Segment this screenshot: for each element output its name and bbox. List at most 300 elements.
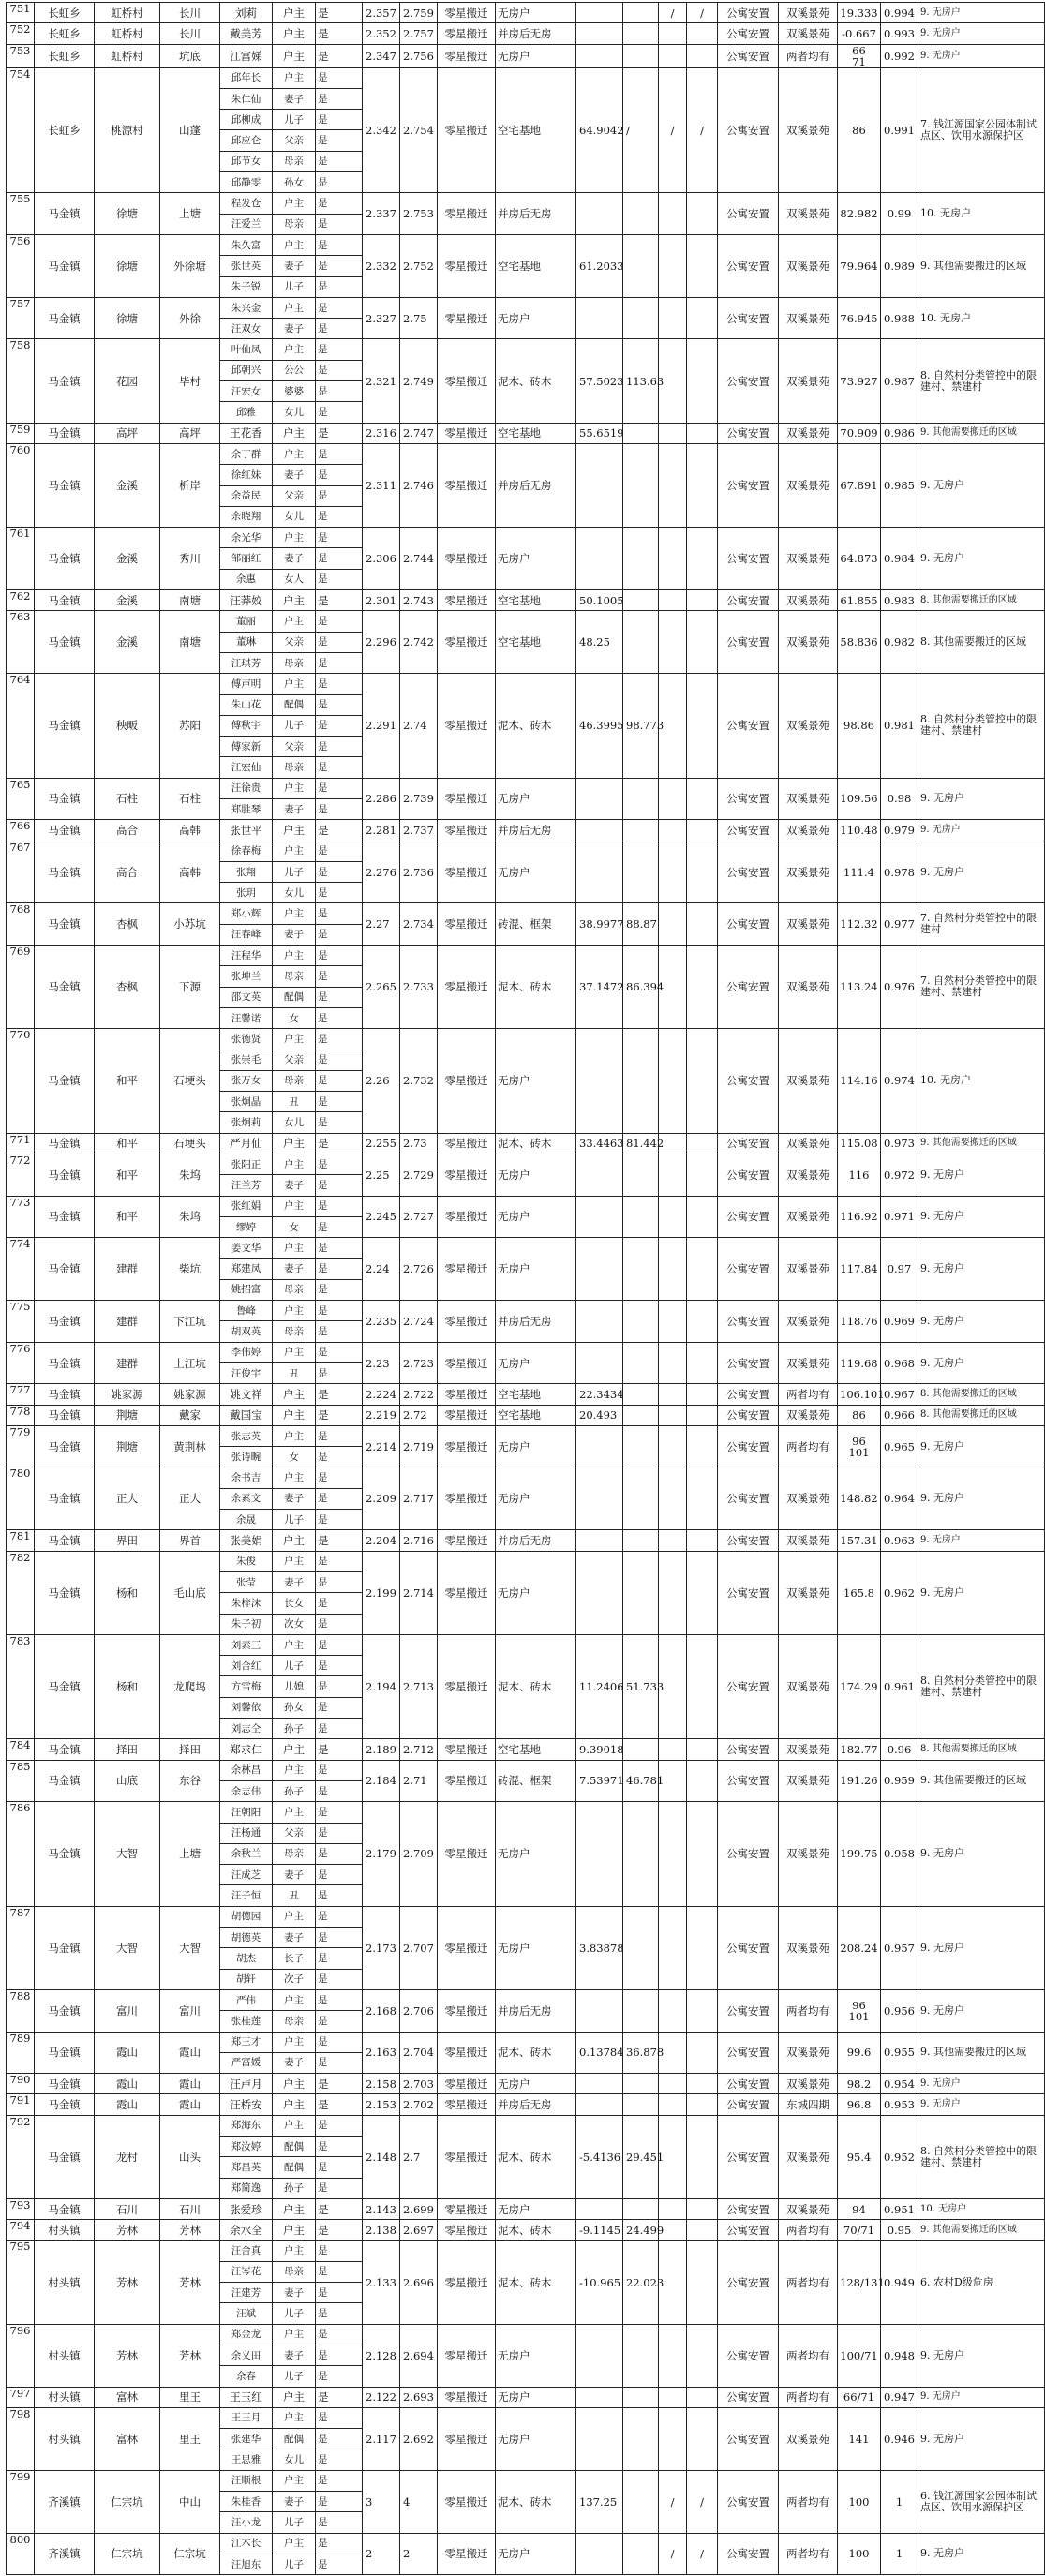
unit-size-cell: 86 [838,1405,881,1425]
slash-2-cell [687,443,718,527]
group-cell: 高韩 [160,841,220,903]
settlement-site-cell: 双溪景苑 [779,2032,838,2074]
group-cell: 外徐塘 [160,234,220,297]
slash-1-cell [659,1551,687,1634]
member-flag-cell: 是 [316,2324,363,2345]
member-relation-cell: 户主 [273,1634,316,1655]
coefficient-cell: 0.961 [881,1634,918,1738]
coefficient-cell: 0.957 [881,1906,918,1989]
member-name-cell: 邱节女 [220,151,273,171]
member-relation-cell: 次女 [273,1614,316,1634]
member-relation-cell: 母亲 [273,1321,316,1342]
town-cell: 马金镇 [35,1530,95,1551]
member-flag-cell: 是 [316,1989,363,2010]
area-1-cell [576,2387,623,2407]
slash-1-cell [659,1238,687,1301]
area-1-cell [576,2324,623,2387]
member-relation-cell: 孙女 [273,1697,316,1718]
member-flag-cell: 是 [316,1488,363,1509]
area-1-cell [576,1342,623,1384]
group-cell: 东谷 [160,1760,220,1802]
area-2-cell [623,841,659,903]
property-type-cell: 泥木、砖木 [496,2241,576,2324]
member-name-cell: 姚文祥 [220,1384,273,1405]
member-relation-cell: 丑 [273,1363,316,1384]
village-cell: 虹桥村 [95,44,160,67]
member-relation-cell: 户主 [273,1467,316,1488]
member-flag-cell: 是 [316,1447,363,1467]
member-relation-cell: 户主 [273,1551,316,1571]
slash-2-cell: / [687,2533,718,2575]
unit-size-cell: 157.31 [838,1530,881,1551]
member-flag-cell: 是 [316,1092,363,1112]
member-name-cell: 汪兰芳 [220,1175,273,1196]
member-name-cell: 朱久富 [220,234,273,255]
member-relation-cell: 户主 [273,44,316,67]
member-name-cell: 刘莉 [220,3,273,23]
member-flag-cell: 是 [316,2533,363,2554]
member-flag-cell: 是 [316,1029,363,1050]
member-name-cell: 邱柳成 [220,110,273,130]
record-number: 766 [7,820,35,841]
area-2-cell [623,234,659,297]
member-flag-cell: 是 [316,1969,363,1989]
member-flag-cell: 是 [316,256,363,276]
area-2-cell [623,1029,659,1133]
member-relation-cell: 妻子 [273,1488,316,1509]
record-number: 773 [7,1196,35,1238]
score-b-cell: 2.717 [400,1467,438,1530]
slash-2-cell [687,1029,718,1133]
town-cell: 马金镇 [35,946,95,1029]
area-1-cell: 37.1472 [576,946,623,1029]
village-cell: 和平 [95,1133,160,1154]
relocation-type-cell: 零星搬迁 [438,1342,496,1384]
area-2-cell: 81.442 [623,1133,659,1154]
town-cell: 马金镇 [35,423,95,443]
property-type-cell: 泥木、砖木 [496,339,576,423]
table-row [7,1029,1045,1050]
member-relation-cell: 户主 [273,820,316,841]
score-a-cell: 2.148 [363,2115,400,2198]
group-cell: 姚家源 [160,1384,220,1405]
settlement-type-cell: 公寓安置 [718,67,779,193]
reason-note-cell: 8. 其他需要搬迁的区域 [918,590,1045,611]
record-number: 763 [7,611,35,674]
record-number: 776 [7,1342,35,1384]
coefficient-cell: 0.965 [881,1425,918,1467]
property-type-cell: 无房户 [496,44,576,67]
member-relation-cell: 户主 [273,3,316,23]
settlement-type-cell: 公寓安置 [718,193,779,235]
relocation-type-cell: 零星搬迁 [438,1802,496,1906]
slash-2-cell [687,1530,718,1551]
record-number: 754 [7,67,35,193]
settlement-site-cell: 双溪景苑 [779,1906,838,1989]
coefficient-cell: 0.987 [881,339,918,423]
reason-note-cell: 8. 自然村分类管控中的限建村、禁建村 [918,339,1045,423]
score-b-cell: 2.699 [400,2198,438,2219]
table-row [7,193,1045,214]
member-flag-cell: 是 [316,2429,363,2449]
village-cell: 建群 [95,1238,160,1301]
settlement-site-cell: 双溪景苑 [779,339,838,423]
unit-size-cell: 58.836 [838,611,881,674]
table-row [7,2241,1045,2261]
property-type-cell: 空宅基地 [496,590,576,611]
property-type-cell: 砖混、框架 [496,1760,576,1802]
settlement-type-cell: 公寓安置 [718,841,779,903]
village-cell: 芳林 [95,2220,160,2241]
settlement-site-cell: 双溪景苑 [779,611,838,674]
village-cell: 杏枫 [95,946,160,1029]
reason-note-cell: 9. 其他需要搬迁的区域 [918,1133,1045,1154]
member-relation-cell: 儿子 [273,2512,316,2533]
property-type-cell: 无房户 [496,2407,576,2470]
slash-1-cell [659,234,687,297]
relocation-type-cell: 零星搬迁 [438,820,496,841]
reason-note-cell: 9. 无房户 [918,1467,1045,1530]
score-a-cell: 2.173 [363,1906,400,1989]
reason-note-cell: 9. 无房户 [918,1906,1045,1989]
property-type-cell: 无房户 [496,1906,576,1989]
relocation-type-cell: 零星搬迁 [438,1238,496,1301]
property-type-cell: 空宅基地 [496,611,576,674]
member-name-cell: 郑海东 [220,2115,273,2136]
unit-size-cell: 61.855 [838,590,881,611]
member-relation-cell: 妻子 [273,1928,316,1948]
settlement-type-cell: 公寓安置 [718,3,779,23]
settlement-site-cell: 双溪景苑 [779,1802,838,1906]
settlement-site-cell: 双溪景苑 [779,820,838,841]
member-flag-cell: 是 [316,715,363,736]
member-relation-cell: 妻子 [273,798,316,819]
settlement-site-cell: 双溪景苑 [779,1739,838,1760]
area-1-cell: 50.1005 [576,590,623,611]
relocation-type-cell: 零星搬迁 [438,2324,496,2387]
settlement-site-cell: 两者均有 [779,2324,838,2387]
score-a-cell: 2.25 [363,1154,400,1197]
member-flag-cell: 是 [316,528,363,548]
property-type-cell: 并房后无房 [496,2094,576,2115]
settlement-type-cell: 公寓安置 [718,1342,779,1384]
member-relation-cell: 女儿 [273,883,316,903]
town-cell: 马金镇 [35,2115,95,2198]
member-name-cell: 汪双女 [220,319,273,339]
group-cell: 苏阳 [160,674,220,778]
member-flag-cell: 是 [316,798,363,819]
village-cell: 霞山 [95,2074,160,2094]
property-type-cell: 无房户 [496,841,576,903]
settlement-site-cell: 双溪景苑 [779,2074,838,2094]
property-type-cell: 空宅基地 [496,423,576,443]
member-relation-cell: 户主 [273,903,316,924]
village-cell: 和平 [95,1154,160,1197]
settlement-site-cell: 双溪景苑 [779,1154,838,1197]
member-relation-cell: 儿子 [273,1510,316,1530]
settlement-type-cell: 公寓安置 [718,1196,779,1238]
member-name-cell: 郑三才 [220,2032,273,2052]
settlement-type-cell: 公寓安置 [718,2324,779,2387]
settlement-type-cell: 公寓安置 [718,2198,779,2219]
area-2-cell [623,611,659,674]
member-name-cell: 汪斌 [220,2303,273,2324]
member-relation-cell: 父亲 [273,485,316,506]
town-cell: 马金镇 [35,1029,95,1133]
member-flag-cell: 是 [316,1425,363,1446]
member-flag-cell: 是 [316,2220,363,2241]
town-cell: 马金镇 [35,2094,95,2115]
settlement-site-cell: 两者均有 [779,2220,838,2241]
record-number: 761 [7,528,35,590]
member-flag-cell: 是 [316,2303,363,2324]
settlement-type-cell: 公寓安置 [718,297,779,339]
table-row [7,2387,1045,2407]
town-cell: 村头镇 [35,2241,95,2324]
village-cell: 芳林 [95,2241,160,2324]
score-a-cell: 2.316 [363,423,400,443]
unit-size-cell: -0.667 [838,23,881,44]
slash-2-cell [687,903,718,946]
reason-note-cell: 9. 无房户 [918,841,1045,903]
table-row [7,1342,1045,1362]
member-name-cell: 严富媛 [220,2052,273,2073]
member-relation-cell: 户主 [273,1133,316,1154]
member-flag-cell: 是 [316,1384,363,1405]
relocation-type-cell: 零星搬迁 [438,528,496,590]
unit-size-cell: 100 [838,2470,881,2533]
village-cell: 建群 [95,1342,160,1384]
member-flag-cell: 是 [316,485,363,506]
group-cell: 黄荆林 [160,1425,220,1467]
member-name-cell: 余水全 [220,2220,273,2241]
coefficient-cell: 1 [881,2533,918,2575]
member-name-cell: 姚招富 [220,1279,273,1300]
area-2-cell [623,23,659,44]
reason-note-cell: 7. 自然村分类管控中的限建村、禁建村 [918,946,1045,1029]
score-a-cell: 2.296 [363,611,400,674]
member-flag-cell: 是 [316,381,363,402]
relocation-type-cell: 零星搬迁 [438,23,496,44]
town-cell: 马金镇 [35,1384,95,1405]
settlement-type-cell: 公寓安置 [718,2220,779,2241]
member-name-cell: 汪俊宇 [220,1363,273,1384]
group-cell: 朱坞 [160,1196,220,1238]
member-flag-cell: 是 [316,2261,363,2282]
member-relation-cell: 婆婆 [273,381,316,402]
member-flag-cell: 是 [316,2283,363,2303]
group-cell: 里王 [160,2407,220,2470]
property-type-cell: 泥木、砖木 [496,2470,576,2533]
member-flag-cell: 是 [316,841,363,861]
coefficient-cell: 0.964 [881,1467,918,1530]
town-cell: 马金镇 [35,234,95,297]
table-row [7,1238,1045,1258]
member-name-cell: 胡德园 [220,1906,273,1927]
settlement-site-cell: 双溪景苑 [779,423,838,443]
member-relation-cell: 父亲 [273,632,316,652]
village-cell: 桃源村 [95,67,160,193]
slash-2-cell [687,528,718,590]
town-cell: 马金镇 [35,193,95,235]
member-name-cell: 张玥 [220,883,273,903]
relocation-type-cell: 零星搬迁 [438,1196,496,1238]
member-flag-cell: 是 [316,2157,363,2178]
reason-note-cell: 9. 无房户 [918,778,1045,820]
unit-size-cell: 118.76 [838,1301,881,1343]
member-relation-cell: 户主 [273,67,316,88]
unit-size-cell: 79.964 [838,234,881,297]
member-relation-cell: 母亲 [273,214,316,234]
coefficient-cell: 0.955 [881,2032,918,2074]
coefficient-cell: 0.984 [881,528,918,590]
unit-size-cell: 115.08 [838,1133,881,1154]
slash-2-cell [687,1989,718,2032]
table-row [7,423,1045,443]
town-cell: 马金镇 [35,1760,95,1802]
member-relation-cell: 户主 [273,234,316,255]
score-b-cell: 2.753 [400,193,438,235]
slash-1-cell: / [659,2533,687,2575]
property-type-cell: 无房户 [496,3,576,23]
property-type-cell: 空宅基地 [496,234,576,297]
town-cell: 马金镇 [35,1551,95,1634]
reason-note-cell: 9. 无房户 [918,23,1045,44]
group-cell: 中山 [160,2470,220,2533]
coefficient-cell: 0.953 [881,2094,918,2115]
score-a-cell: 2.163 [363,2032,400,2074]
group-cell: 霞山 [160,2074,220,2094]
reason-note-cell: 9. 无房户 [918,1196,1045,1238]
member-relation-cell: 儿子 [273,2554,316,2574]
member-flag-cell: 是 [316,1321,363,1342]
member-name-cell: 李伟婷 [220,1342,273,1362]
member-name-cell: 汪徐贵 [220,778,273,798]
area-1-cell [576,2533,623,2575]
settlement-site-cell: 双溪景苑 [779,590,838,611]
reason-note-cell: 9. 无房户 [918,443,1045,527]
member-name-cell: 邹丽红 [220,548,273,569]
coefficient-cell: 0.99 [881,193,918,235]
score-b-cell: 2.727 [400,1196,438,1238]
slash-1-cell [659,193,687,235]
member-name-cell: 张世英 [220,256,273,276]
coefficient-cell: 0.947 [881,2387,918,2407]
unit-size-cell: 208.24 [838,1906,881,1989]
village-cell: 荆塘 [95,1425,160,1467]
score-b-cell: 2.759 [400,3,438,23]
member-flag-cell: 是 [316,151,363,171]
record-number: 790 [7,2074,35,2094]
slash-1-cell [659,2407,687,2470]
area-1-cell: 33.4463 [576,1133,623,1154]
record-number: 762 [7,590,35,611]
area-1-cell [576,2198,623,2219]
settlement-type-cell: 公寓安置 [718,443,779,527]
slash-1-cell [659,1029,687,1133]
group-cell: 芳林 [160,2324,220,2387]
village-cell: 高合 [95,841,160,903]
village-cell: 龙村 [95,2115,160,2198]
member-flag-cell: 是 [316,1216,363,1237]
village-cell: 和平 [95,1196,160,1238]
settlement-site-cell: 双溪景苑 [779,1301,838,1343]
record-number: 787 [7,1906,35,1989]
town-cell: 马金镇 [35,590,95,611]
member-relation-cell: 户主 [273,1405,316,1425]
member-name-cell: 汪旭东 [220,2554,273,2574]
member-flag-cell: 是 [316,632,363,652]
group-cell: 南塘 [160,590,220,611]
member-name-cell: 张坤兰 [220,966,273,987]
member-relation-cell: 户主 [273,1154,316,1175]
member-relation-cell: 户主 [273,1238,316,1258]
member-name-cell: 朱仁仙 [220,88,273,109]
score-b-cell: 2.736 [400,841,438,903]
area-1-cell: 137.25 [576,2470,623,2533]
member-name-cell: 张美娟 [220,1530,273,1551]
member-relation-cell: 妻子 [273,1865,316,1885]
settlement-type-cell: 公寓安置 [718,2094,779,2115]
relocation-type-cell: 零星搬迁 [438,841,496,903]
settlement-type-cell: 公寓安置 [718,1425,779,1467]
settlement-type-cell: 公寓安置 [718,44,779,67]
group-cell: 戴家 [160,1405,220,1425]
area-1-cell [576,1196,623,1238]
settlement-type-cell: 公寓安置 [718,1154,779,1197]
town-cell: 长虹乡 [35,67,95,193]
record-number: 760 [7,443,35,527]
score-a-cell: 2.214 [363,1425,400,1467]
score-a-cell: 2.26 [363,1029,400,1133]
record-number: 768 [7,903,35,946]
group-cell: 毕村 [160,339,220,423]
group-cell: 富川 [160,1989,220,2032]
village-cell: 大智 [95,1802,160,1906]
settlement-type-cell: 公寓安置 [718,1029,779,1133]
town-cell: 马金镇 [35,1467,95,1530]
village-cell: 杨和 [95,1634,160,1738]
town-cell: 马金镇 [35,2198,95,2219]
score-b-cell: 2.712 [400,1739,438,1760]
score-b-cell: 2.749 [400,339,438,423]
score-b-cell: 2.7 [400,2115,438,2198]
member-name-cell: 汪卢月 [220,2074,273,2094]
member-relation-cell: 户主 [273,590,316,611]
village-cell: 仁宗坑 [95,2533,160,2575]
record-number: 759 [7,423,35,443]
settlement-site-cell: 双溪景苑 [779,1238,838,1301]
relocation-type-cell: 零星搬迁 [438,2407,496,2470]
member-relation-cell: 户主 [273,1530,316,1551]
record-number: 783 [7,1634,35,1738]
area-1-cell [576,2407,623,2470]
town-cell: 齐溪镇 [35,2533,95,2575]
score-a-cell: 2.138 [363,2220,400,2241]
area-2-cell: 46.781 [623,1760,659,1802]
group-cell: 朱坞 [160,1154,220,1197]
group-cell: 上塘 [160,1802,220,1906]
member-relation-cell: 户主 [273,1342,316,1362]
property-type-cell: 泥木、砖木 [496,1133,576,1154]
slash-1-cell: / [659,2470,687,2533]
unit-size-cell: 116.92 [838,1196,881,1238]
town-cell: 马金镇 [35,528,95,590]
member-relation-cell: 孙子 [273,1719,316,1739]
slash-2-cell [687,2094,718,2115]
member-relation-cell: 妻子 [273,1175,316,1196]
area-2-cell [623,2407,659,2470]
